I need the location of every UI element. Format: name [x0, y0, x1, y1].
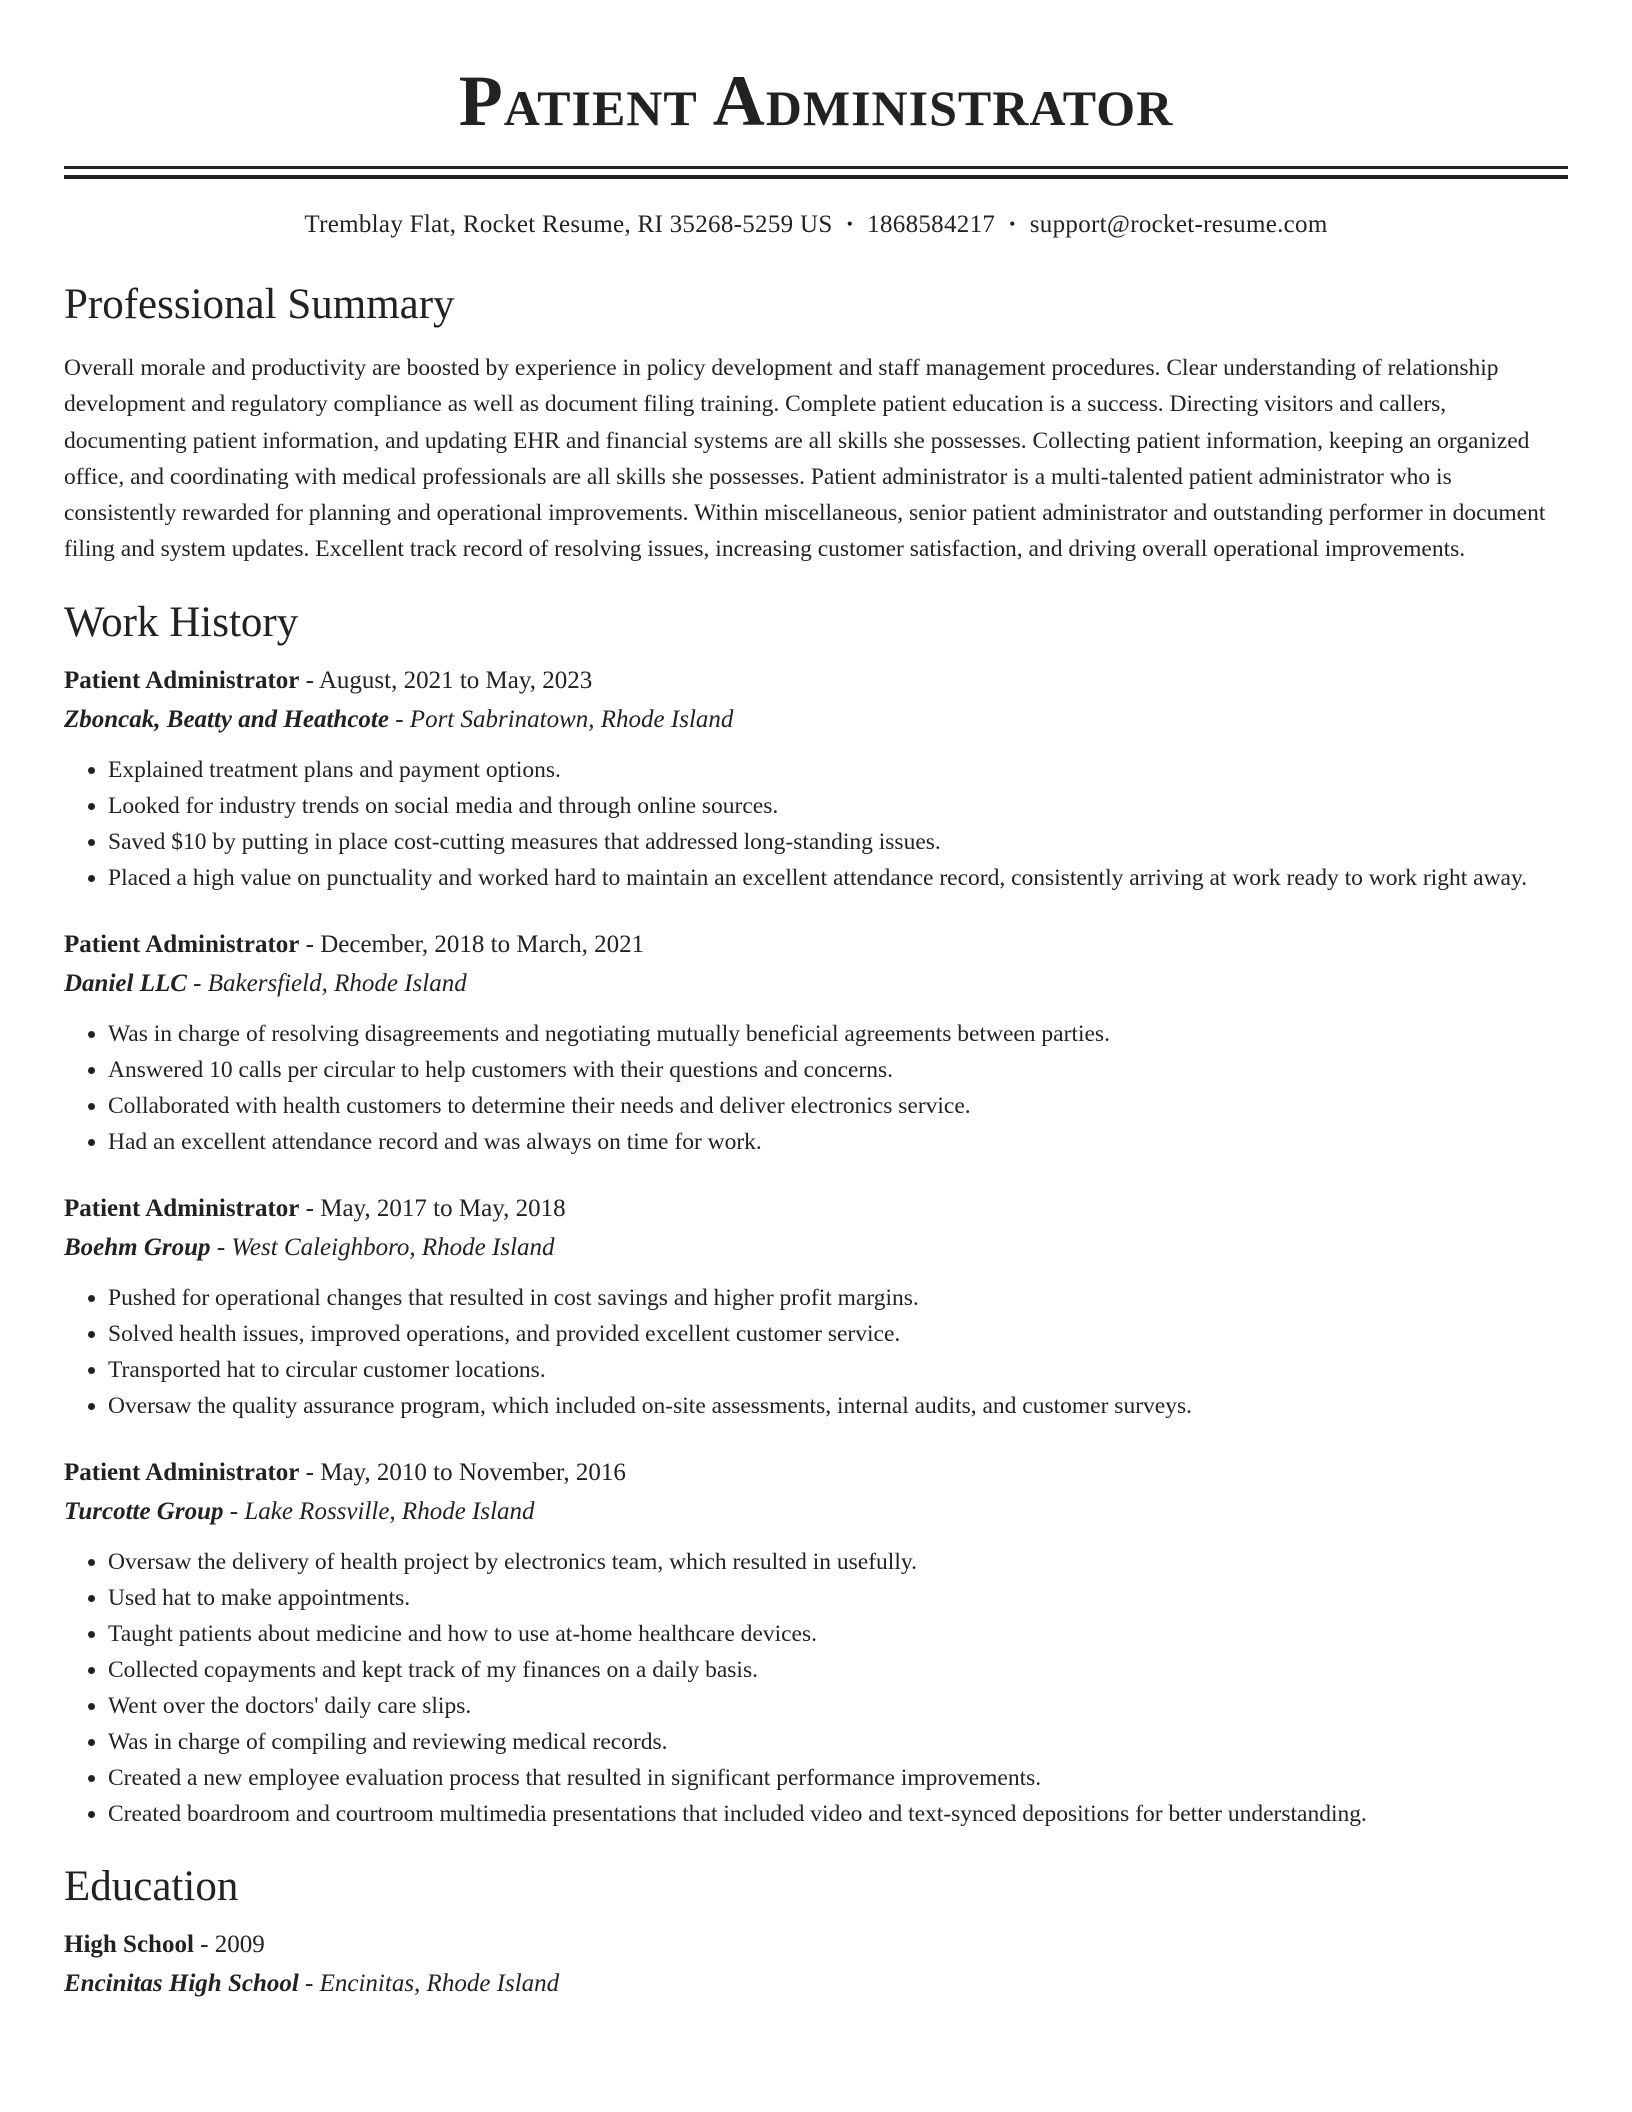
list-item: • Went over the doctors' daily care slips. — [108, 1688, 1568, 1724]
job-employer — [64, 1228, 1568, 1268]
education-header — [64, 1926, 1568, 1964]
list-item: • Created boardroom and courtroom multimedia presentations that included video and text-synced depositions for better understanding. — [108, 1796, 1568, 1832]
job-bullet-list — [64, 1016, 1568, 1160]
job-employer — [64, 700, 1568, 740]
job-title: Patient Administrator — [64, 930, 300, 958]
job-location: - Port Sabrinatown, Rhode Island — [388, 705, 734, 733]
header-divider-top — [64, 166, 1568, 169]
job-entry — [64, 1190, 1568, 1424]
list-item: • Answered 10 calls per circular to help customers with their questions and concerns. — [108, 1052, 1568, 1088]
header-divider-bottom — [64, 175, 1568, 179]
summary-text: Overall morale and productivity are boosted by experience in policy development and staff management procedures. Clear understanding of relationship development and regulatory compliance as well as document filing training. Complete patient education is a success. Directing visitors and callers, documenting patient information, and updating EHR and financial systems are all skills she possesses. Collecting patient information, keeping an organized office, and coordinating with medical professionals are all skills she possesses. Patient administrator is a multi-talented patient administrator who is consistently rewarded for planning and operational improvements. Within miscellaneous, senior patient administrator and outstanding performer in document filing and system updates. Excellent track record of resolving issues, increasing customer satisfaction, and driving overall operational improvements. — [64, 355, 1546, 563]
job-entry — [64, 1454, 1568, 1832]
job-location: - Lake Rossville, Rhode Island — [223, 1497, 535, 1525]
list-item: • Saved $10 by putting in place cost-cutting measures that addressed long-standing issues. — [108, 824, 1568, 860]
job-header — [64, 1190, 1568, 1228]
job-header — [64, 1454, 1568, 1492]
job-entry — [64, 662, 1568, 896]
job-company: Turcotte Group — [64, 1497, 224, 1525]
job-employer — [64, 964, 1568, 1004]
job-company: Boehm Group — [64, 1233, 211, 1261]
education-list — [64, 1926, 1568, 2004]
job-bullet-list — [64, 1544, 1568, 1832]
list-item: • Used hat to make appointments. — [108, 1580, 1568, 1616]
job-header — [64, 926, 1568, 964]
list-item: • Had an excellent attendance record and was always on time for work. — [108, 1124, 1568, 1160]
job-header — [64, 662, 1568, 700]
resume-title: Patient Administrator — [458, 61, 1174, 141]
job-title: Patient Administrator — [64, 666, 300, 694]
education-institution — [64, 1964, 1568, 2004]
job-employer — [64, 1492, 1568, 1532]
list-item: • Taught patients about medicine and how to use at-home healthcare devices. — [108, 1616, 1568, 1652]
list-item: • Oversaw the quality assurance program, which included on-site assessments, internal audits, and customer surveys. — [108, 1388, 1568, 1424]
education-entry — [64, 1926, 1568, 2004]
contact-separator: • — [1009, 214, 1016, 234]
job-entry — [64, 926, 1568, 1160]
education-degree: High School — [64, 1930, 194, 1958]
job-title: Patient Administrator — [64, 1194, 300, 1222]
summary-heading: Professional Summary — [64, 281, 455, 328]
list-item: • Was in charge of compiling and reviewing medical records. — [108, 1724, 1568, 1760]
job-dates: - May, 2017 to May, 2018 — [299, 1194, 566, 1222]
job-dates: - May, 2010 to November, 2016 — [299, 1458, 626, 1486]
job-company: Zboncak, Beatty and Heathcote — [64, 705, 389, 733]
education-school: Encinitas High School — [64, 1969, 299, 1997]
resume-page — [64, 0, 1568, 2004]
list-item: • Pushed for operational changes that resulted in cost savings and higher profit margins. — [108, 1280, 1568, 1316]
list-item: • Oversaw the delivery of health project by electronics team, which resulted in usefully. — [108, 1544, 1568, 1580]
contact-line — [64, 209, 1568, 240]
job-title: Patient Administrator — [64, 1458, 300, 1486]
list-item: • Explained treatment plans and payment options. — [108, 752, 1568, 788]
contact-address: Tremblay Flat, Rocket Resume, RI 35268-5259 US — [304, 211, 833, 238]
job-dates: - December, 2018 to March, 2021 — [299, 930, 645, 958]
list-item: • Placed a high value on punctuality and worked hard to maintain an excellent attendance record, consistently arriving at work ready to work right away. — [108, 860, 1568, 896]
job-dates: - August, 2021 to May, 2023 — [299, 666, 593, 694]
list-item: • Created a new employee evaluation process that resulted in significant performance improvements. — [108, 1760, 1568, 1796]
contact-separator: • — [846, 214, 854, 234]
work-history-heading: Work History — [64, 598, 299, 646]
contact-phone: 1868584217 — [867, 211, 996, 238]
list-item: • Solved health issues, improved operations, and provided excellent customer service. — [108, 1316, 1568, 1352]
contact-email: support@rocket-resume.com — [1029, 211, 1328, 238]
list-item: • Collaborated with health customers to determine their needs and deliver electronics service. — [108, 1088, 1568, 1124]
education-location: - Encinitas, Rhode Island — [298, 1969, 560, 1997]
job-location: - West Caleighboro, Rhode Island — [210, 1233, 555, 1261]
list-item: • Transported hat to circular customer locations. — [108, 1352, 1568, 1388]
job-bullet-list — [64, 752, 1568, 896]
work-history-list — [64, 662, 1568, 1832]
list-item: • Was in charge of resolving disagreements and negotiating mutually beneficial agreements between parties. — [108, 1016, 1568, 1052]
education-heading: Education — [64, 1862, 239, 1910]
education-year: - 2009 — [193, 1930, 265, 1958]
list-item: • Looked for industry trends on social media and through online sources. — [108, 788, 1568, 824]
job-location: - Bakersfield, Rhode Island — [186, 969, 467, 997]
job-bullet-list — [64, 1280, 1568, 1424]
job-company: Daniel LLC — [64, 969, 187, 997]
list-item: • Collected copayments and kept track of my finances on a daily basis. — [108, 1652, 1568, 1688]
